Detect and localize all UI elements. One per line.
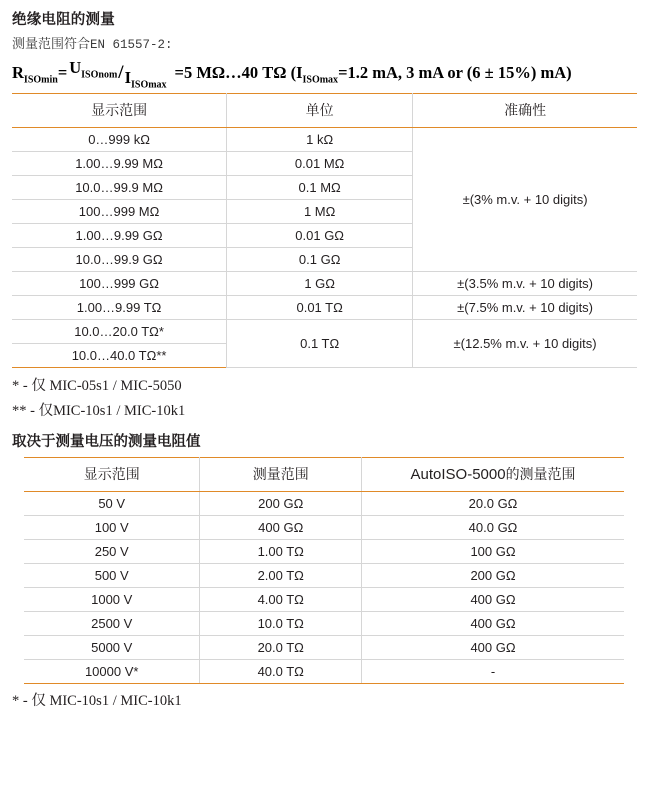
col-header-accuracy: 准确性 [413, 94, 637, 128]
cell-voltage: 250 V [24, 540, 200, 564]
cell-accuracy: ±(3% m.v. + 10 digits) [413, 128, 637, 272]
cell-autoiso-range: 400 GΩ [362, 636, 624, 660]
table-header-row [12, 94, 637, 128]
col-header-unit: 单位 [227, 94, 413, 128]
formula-result: =5 MΩ…40 TΩ ($I_{ISOmax}=1.2$ mA, 3 mA or (6 ± 15%) mA) [174, 63, 572, 86]
voltage-ranges-table [24, 457, 624, 684]
cell-voltage: 2500 V [24, 612, 200, 636]
cell-accuracy: ±(7.5% m.v. + 10 digits) [413, 296, 637, 320]
cell-autoiso-range: 400 GΩ [362, 612, 624, 636]
cell-unit: 1 GΩ [227, 272, 413, 296]
cell-display-range: 10.0…99.9 MΩ [12, 176, 227, 200]
table-row [12, 128, 637, 152]
cell-unit: 0.1 MΩ [227, 176, 413, 200]
cell-display-range: 10.0…99.9 GΩ [12, 248, 227, 272]
cell-measure-range: 2.00 TΩ [200, 564, 362, 588]
cell-display-range: 1.00…9.99 TΩ [12, 296, 227, 320]
footnote-single-star: * - 仅 MIC-05s1 / MIC-5050 [12, 378, 182, 395]
table-row [24, 660, 624, 684]
table-row [24, 492, 624, 516]
cell-unit: 0.1 TΩ [227, 320, 413, 368]
cell-autoiso-range: 200 GΩ [362, 564, 624, 588]
cell-voltage: 10000 V* [24, 660, 200, 684]
insulation-ranges-table [12, 93, 637, 368]
footnote-double-star: ** - 仅MIC-10s1 / MIC-10k1 [12, 402, 186, 419]
cell-voltage: 50 V [24, 492, 200, 516]
standard-prefix: 测量范围符合 [12, 36, 91, 51]
page-title: 绝缘电阻的测量 [12, 12, 115, 28]
table-row [24, 612, 624, 636]
footnote-section2: * - 仅 MIC-10s1 / MIC-10k1 [12, 693, 182, 710]
col-header-display-range: 显示范围 [12, 94, 227, 128]
cell-unit: 0.01 MΩ [227, 152, 413, 176]
cell-display-range: 0…999 kΩ [12, 128, 227, 152]
cell-measure-range: 20.0 TΩ [200, 636, 362, 660]
cell-measure-range: 1.00 TΩ [200, 540, 362, 564]
table-row [24, 588, 624, 612]
cell-autoiso-range: 100 GΩ [362, 540, 624, 564]
formula-equals: = [57, 63, 68, 82]
cell-unit: 0.01 TΩ [227, 296, 413, 320]
formula-fraction [69, 58, 167, 91]
table-row [24, 516, 624, 540]
table-row [12, 272, 637, 296]
cell-accuracy: ±(12.5% m.v. + 10 digits) [413, 320, 637, 368]
cell-voltage: 500 V [24, 564, 200, 588]
cell-voltage: 5000 V [24, 636, 200, 660]
formula-numerator: $U_{ISOnom}$ [69, 58, 118, 81]
standard-code: EN 61557-2: [90, 38, 173, 52]
cell-unit: 1 MΩ [227, 200, 413, 224]
cell-measure-range: 10.0 TΩ [200, 612, 362, 636]
cell-accuracy: ±(3.5% m.v. + 10 digits) [413, 272, 637, 296]
formula-denominator: $I_{ISOmax}$ [124, 68, 167, 91]
col-header-display-range: 显示范围 [24, 458, 200, 492]
cell-display-range: 10.0…40.0 TΩ** [12, 344, 227, 368]
cell-display-range: 100…999 GΩ [12, 272, 227, 296]
cell-voltage: 1000 V [24, 588, 200, 612]
cell-display-range: 1.00…9.99 GΩ [12, 224, 227, 248]
cell-autoiso-range: 40.0 GΩ [362, 516, 624, 540]
cell-measure-range: 4.00 TΩ [200, 588, 362, 612]
table-row [12, 296, 637, 320]
table-row [24, 564, 624, 588]
formula-lhs: $R_{ISOmin}$ [12, 63, 58, 86]
cell-unit: 0.01 GΩ [227, 224, 413, 248]
cell-unit: 1 kΩ [227, 128, 413, 152]
table-row [12, 320, 637, 344]
table-header-row [24, 458, 624, 492]
section2-title: 取决于测量电压的测量电阻值 [12, 434, 201, 451]
measurement-standard-line [12, 33, 635, 52]
cell-autoiso-range: 20.0 GΩ [362, 492, 624, 516]
cell-measure-range: 40.0 TΩ [200, 660, 362, 684]
cell-display-range: 1.00…9.99 MΩ [12, 152, 227, 176]
col-header-autoiso-range: AutoISO-5000的测量范围 [362, 458, 624, 492]
cell-measure-range: 200 GΩ [200, 492, 362, 516]
cell-autoiso-range: - [362, 660, 624, 684]
formula-risomin [12, 58, 635, 91]
cell-autoiso-range: 400 GΩ [362, 588, 624, 612]
col-header-measure-range: 测量范围 [200, 458, 362, 492]
cell-voltage: 100 V [24, 516, 200, 540]
cell-display-range: 10.0…20.0 TΩ* [12, 320, 227, 344]
table-row [24, 540, 624, 564]
formula-slash: / [118, 62, 124, 83]
cell-measure-range: 400 GΩ [200, 516, 362, 540]
cell-unit: 0.1 GΩ [227, 248, 413, 272]
cell-display-range: 100…999 MΩ [12, 200, 227, 224]
table-row [24, 636, 624, 660]
